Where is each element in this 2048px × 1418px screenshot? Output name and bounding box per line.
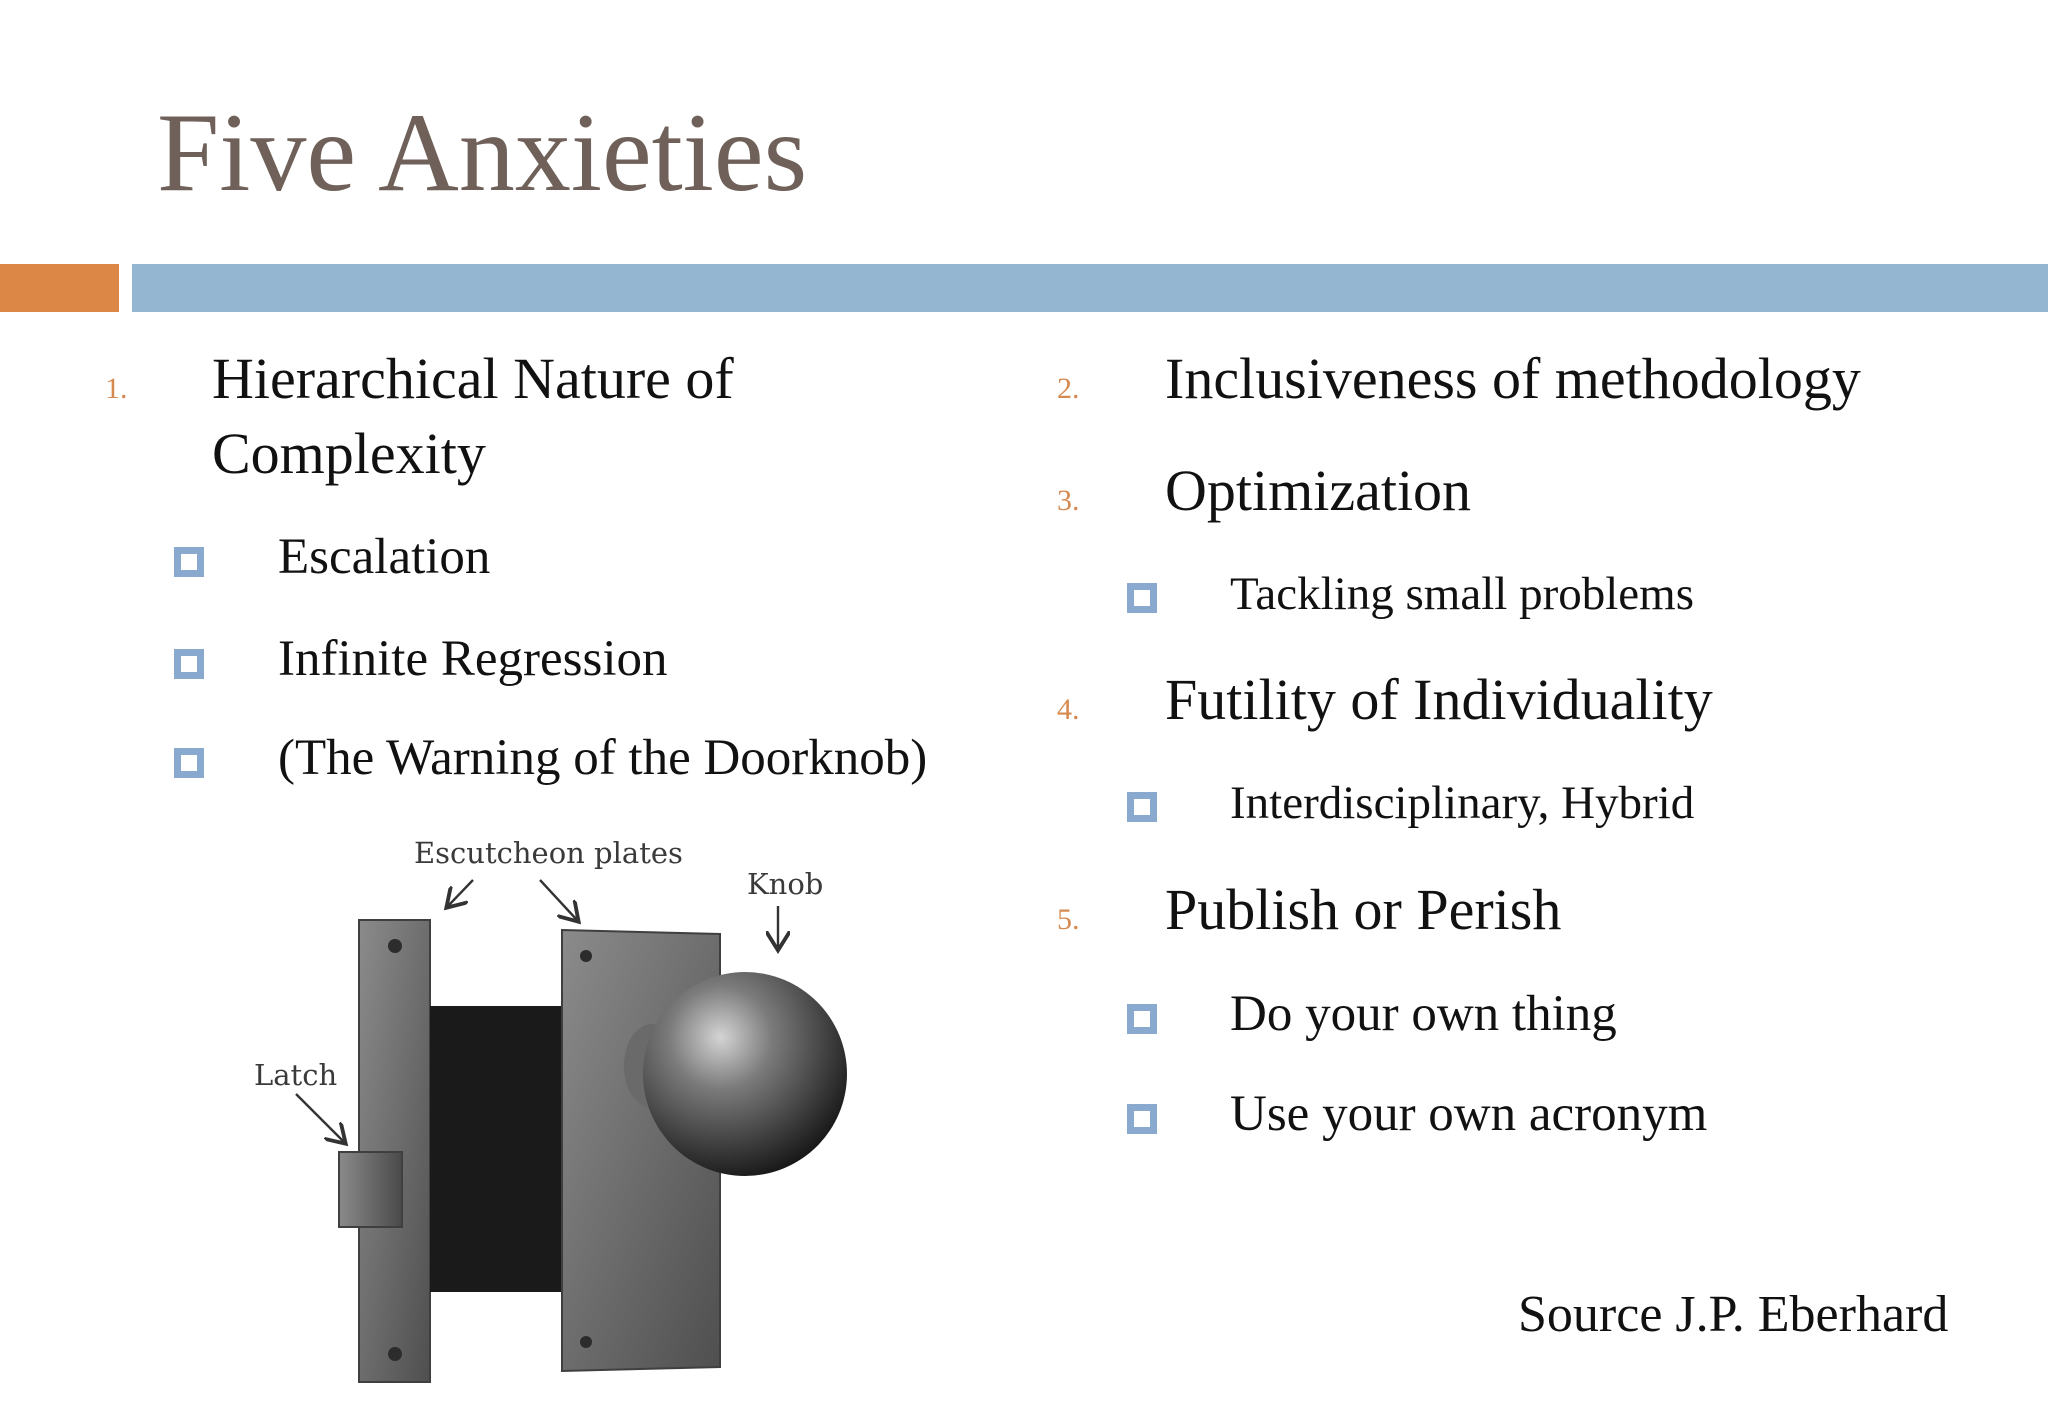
item-5-text: Publish or Perish	[1165, 877, 1562, 942]
latch-label: Latch	[254, 1058, 338, 1092]
subitem-infinite-regression: Infinite Regression	[278, 631, 668, 687]
title-rule	[132, 264, 2048, 312]
title-accent-bar	[0, 264, 119, 312]
subitem-tackling-small-problems: Tackling small problems	[1230, 568, 1695, 620]
escutcheon-arrow-left	[448, 880, 473, 906]
knob	[643, 972, 847, 1176]
subitem-doorknob-warning: (The Warning of the Doorknob)	[278, 730, 928, 786]
subitem-do-your-own-thing: Do your own thing	[1230, 986, 1617, 1042]
screw-icon	[580, 1336, 592, 1348]
bullet-icon	[174, 649, 204, 679]
latch-arrow	[296, 1094, 344, 1142]
item-number-1: 1.	[105, 372, 128, 405]
item-4-text: Futility of Individuality	[1165, 667, 1713, 732]
subitem-escalation: Escalation	[278, 529, 491, 585]
escutcheon-arrow-right	[540, 880, 577, 920]
screw-icon	[580, 950, 592, 962]
item-1-line-2: Complexity	[212, 421, 486, 486]
doorknob-diagram	[240, 830, 900, 1398]
item-2-text: Inclusiveness of methodology	[1165, 346, 1861, 411]
bullet-icon	[1127, 583, 1157, 613]
lock-body	[430, 1006, 562, 1292]
bullet-icon	[1127, 1004, 1157, 1034]
latch-bolt	[339, 1152, 402, 1227]
item-3-text: Optimization	[1165, 458, 1472, 523]
slide-title: Five Anxieties	[157, 91, 808, 215]
screw-icon	[388, 939, 402, 953]
source-citation: Source J.P. Eberhard	[1518, 1286, 1949, 1343]
bullet-icon	[1127, 792, 1157, 822]
subitem-use-your-own-acronym: Use your own acronym	[1230, 1086, 1708, 1142]
escutcheon-label: Escutcheon plates	[414, 836, 683, 870]
screw-icon	[388, 1347, 402, 1361]
item-number-5: 5.	[1057, 903, 1080, 936]
item-number-2: 2.	[1057, 372, 1080, 405]
bullet-icon	[174, 547, 204, 577]
item-1-line-1: Hierarchical Nature of	[212, 346, 734, 411]
knob-label: Knob	[747, 867, 824, 901]
item-number-4: 4.	[1057, 693, 1080, 726]
bullet-icon	[174, 748, 204, 778]
bullet-icon	[1127, 1104, 1157, 1134]
subitem-interdisciplinary-hybrid: Interdisciplinary, Hybrid	[1230, 777, 1695, 829]
item-number-3: 3.	[1057, 484, 1080, 517]
